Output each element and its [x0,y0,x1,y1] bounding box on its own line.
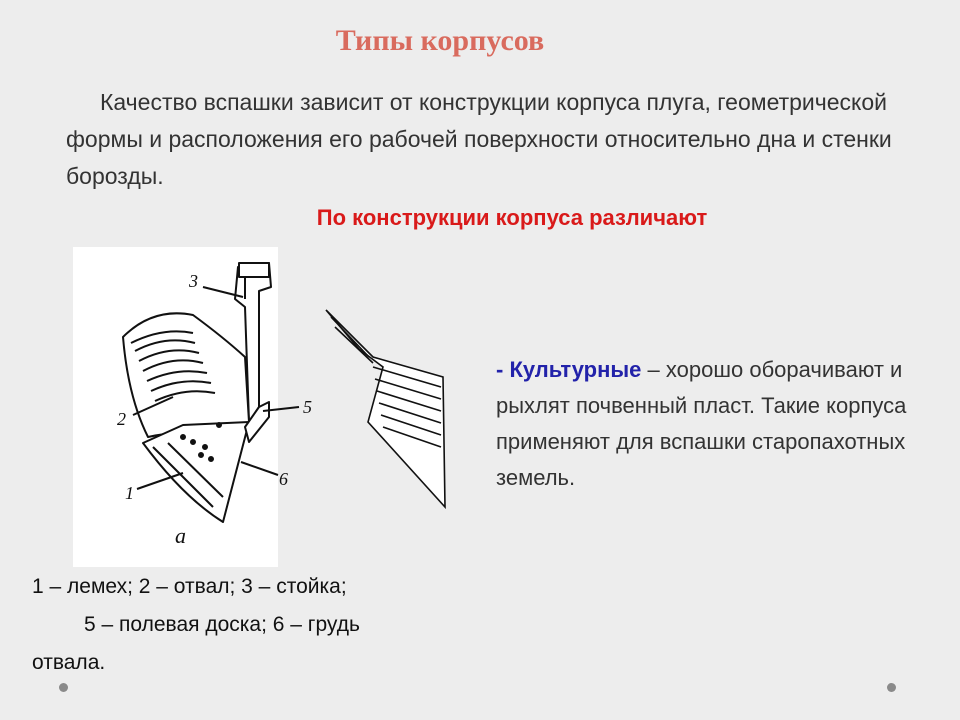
intro-paragraph: Качество вспашки зависит от конструкции корпуса плуга, геометрической формы и расположения его рабочей поверхности относительно дна и стенки борозды. [66,89,892,189]
figure-label-5: 5 [303,397,312,417]
body-type-term: - Культурные [496,357,642,382]
plow-body-drawing [123,263,299,522]
culture-body-description [496,352,926,496]
description-dash: – [641,357,666,382]
moldboard-profile-drawing [326,310,445,507]
figure-label-6: 6 [279,469,288,489]
caption-line-3: отвала. [32,651,106,674]
figure-label-a: а [175,523,186,548]
slide-title: Типы корпусов [335,24,545,57]
decorative-dot-right [887,683,896,692]
decorative-dot-left [59,683,68,692]
description-text: хорошо оборачивают и рыхлят почвенный пласт. Такие корпуса применяют для вспашки старопахотных земель. [496,357,907,490]
plow-body-figure [73,247,453,577]
caption-line-1: 1 – лемех; 2 – отвал; 3 – стойка; [32,575,347,598]
caption-line-2: 5 – полевая доска; 6 – грудь [84,613,360,636]
figure-label-3: 3 [189,271,198,291]
subheading: По конструкции корпуса различают [316,205,708,230]
figure-label-1: 1 [125,483,134,503]
figure-caption [32,568,452,682]
figure-label-2: 2 [117,409,126,429]
